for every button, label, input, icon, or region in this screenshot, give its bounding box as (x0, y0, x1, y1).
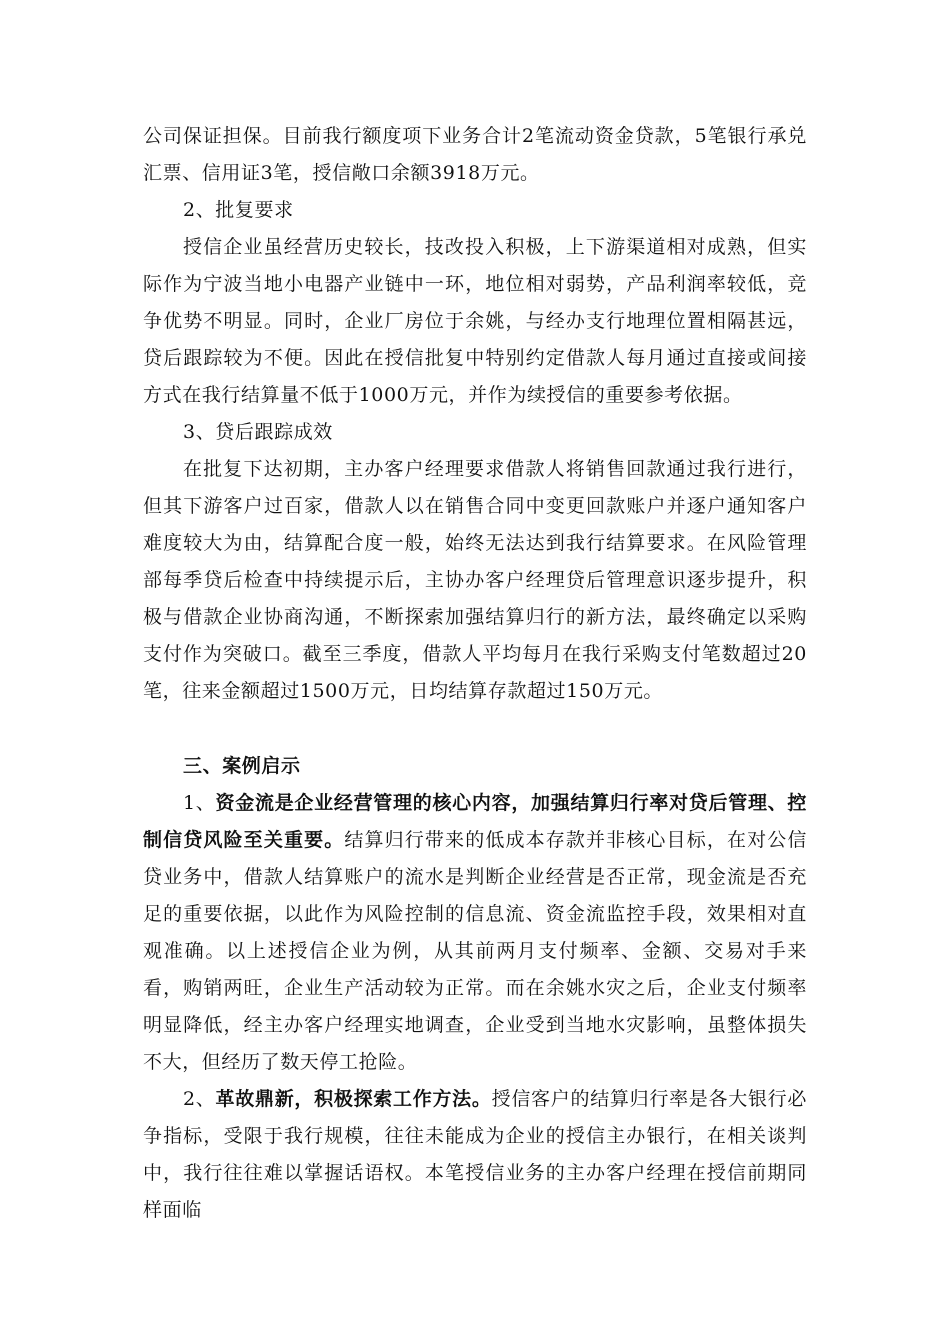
insight-2-body: 授信客户的结算归行率是各大银行必争指标，受限于我行规模，往往未能成为企业的授信主办银行，在相关谈判中，我行往往难以掌握话语权。本笔授信业务的主办客户经理在授信前期同样面临 (143, 1088, 807, 1221)
paragraph-post-loan-tracking: 在批复下达初期，主办客户经理要求借款人将销售回款通过我行进行，但其下游客户过百家，借款人以在销售合同中变更回款账户并逐户通知客户难度较大为由，结算配合度一般，始终无法达到我行结算要求。在风险管理部每季贷后检查中持续提示后，主协办客户经理贷后管理意识逐步提升，积极与借款企业协商沟通，不断探索加强结算归行的新方法，最终确定以采购支付作为突破口。截至三季度，借款人平均每月在我行采购支付笔数超过20笔，往来金额超过1500万元，日均结算存款超过150万元。 (143, 458, 807, 702)
subheading-approval-requirements: 2、批复要求 (183, 199, 294, 221)
paragraph-approval-requirements: 授信企业虽经营历史较长，技改投入积极，上下游渠道相对成熟，但实际作为宁波当地小电器产业链中一环，地位相对弱势，产品利润率较低，竞争优势不明显。同时，企业厂房位于余姚，与经办支行地理位置相隔甚远，贷后跟踪较为不便。因此在授信批复中特别约定借款人每月通过直接或间接方式在我行结算量不低于1000万元，并作为续授信的重要参考依据。 (143, 236, 807, 406)
paragraph-insight-innovation (143, 1081, 807, 1229)
paragraph-guarantee-summary: 公司保证担保。目前我行额度项下业务合计2笔流动资金贷款，5笔银行承兑汇票、信用证3笔，授信敞口余额3918万元。 (143, 125, 807, 184)
insight-2-key-point: 革故鼎新，积极探索工作方法。 (215, 1088, 492, 1110)
insight-2-number: 2、 (183, 1088, 216, 1110)
subheading-post-loan-tracking: 3、贷后跟踪成效 (183, 421, 333, 443)
document-body (143, 118, 807, 1229)
insight-1-body: 结算归行带来的低成本存款并非核心目标，在对公信贷业务中，借款人结算账户的流水是判断企业经营是否正常，现金流是否充足的重要依据，以此作为风险控制的信息流、资金流监控手段，效果相对直观准确。以上述授信企业为例，从其前两月支付频率、金额、交易对手来看，购销两旺，企业生产活动较为正常。而在余姚水灾之后，企业支付频率明显降低，经主办客户经理实地调查，企业受到当地水灾影响，虽整体损失不大，但经历了数天停工抢险。 (143, 829, 807, 1073)
section-heading-case-insights: 三、案例启示 (183, 755, 301, 777)
paragraph-insight-cash-flow (143, 785, 807, 1081)
insight-1-key-point: 资金流是企业经营管理的核心内容，加强结算归行率对贷后管理、控制信贷风险至关重要。 (143, 792, 807, 851)
insight-1-number: 1、 (183, 792, 216, 814)
